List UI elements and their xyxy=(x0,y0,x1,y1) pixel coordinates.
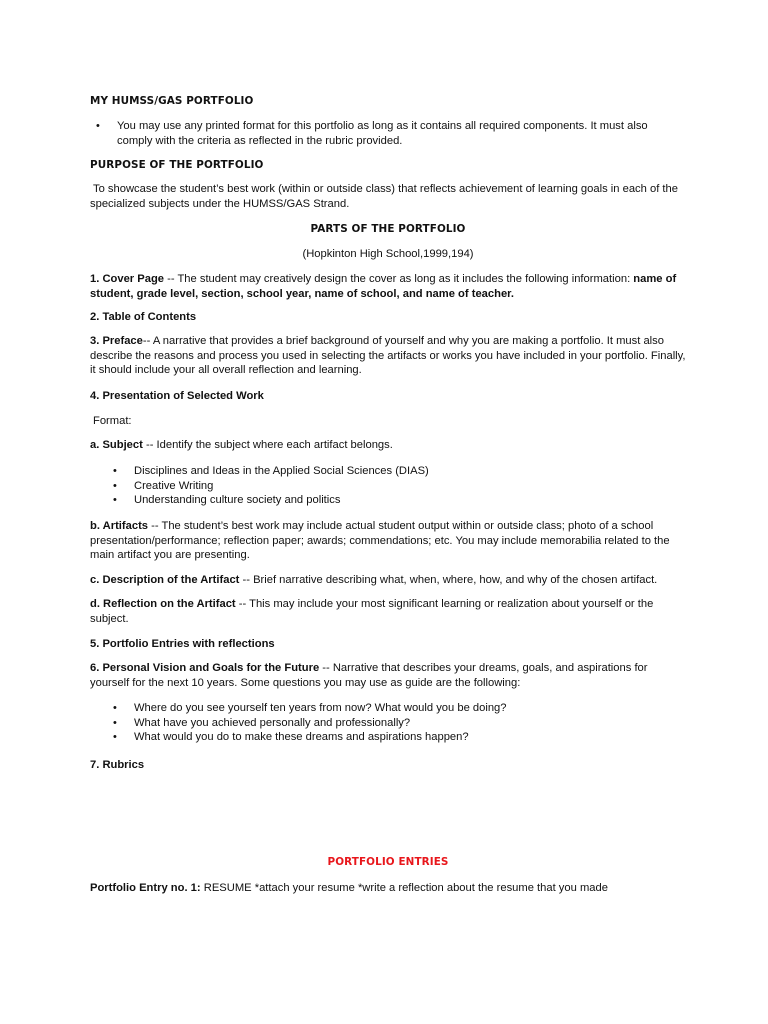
description-item: c. Description of the Artifact -- Brief narrative describing what, when, where, how, and why of the chosen artifact. xyxy=(90,574,658,586)
bullet-icon: • xyxy=(113,702,117,714)
bullet-icon: • xyxy=(96,120,100,132)
list-item: • Creative Writing xyxy=(113,479,214,492)
artifacts-item: b. Artifacts -- The student’s best work may include actual student output within or outside class; photo of a school presentation/performance; reflection paper; awards; commendations; etc. You may include memorabilia related to the main artifact you are presenting. xyxy=(90,520,670,561)
list-item: • What would you do to make these dreams and aspirations happen? xyxy=(113,731,469,743)
cover-page-required-info: name of student, grade level, section, school year, name of school, and name of teacher. xyxy=(90,273,677,300)
list-item: • Where do you see yourself ten years from now? What would you be doing? xyxy=(113,702,507,714)
list-item: • You may use any printed format for this portfolio as long as it contains all required components. It must also comply with the criteria as reflected in the rubric provided. xyxy=(96,120,648,147)
bullet-icon: • xyxy=(113,479,117,492)
portfolio-entries-heading: PORTFOLIO ENTRIES xyxy=(327,856,449,868)
portfolio-entry-1: Portfolio Entry no. 1: RESUME *attach your resume *write a reflection about the resume that you made xyxy=(90,882,608,894)
cover-page-label: 1. Cover Page xyxy=(90,273,164,285)
portfolio-entry-1-label: Portfolio Entry no. 1: xyxy=(90,882,201,894)
purpose-heading: PURPOSE OF THE PORTFOLIO xyxy=(90,159,264,171)
document-title: MY HUMSS/GAS PORTFOLIO xyxy=(90,95,254,107)
purpose-text: To showcase the student’s best work (within or outside class) that reflects achievement of learning goals in each of the specialized subjects under the HUMSS/GAS Strand. xyxy=(90,183,678,210)
reflection-label: d. Reflection on the Artifact xyxy=(90,598,236,610)
bullet-icon: • xyxy=(113,731,117,743)
portfolio-entries-item: 5. Portfolio Entries with reflections xyxy=(90,638,275,650)
subject-list xyxy=(113,464,679,508)
questions-list xyxy=(113,701,679,745)
parts-heading: PARTS OF THE PORTFOLIO xyxy=(310,223,466,235)
vision-label: 6. Personal Vision and Goals for the Future xyxy=(90,662,320,674)
format-label: Format: xyxy=(93,415,132,427)
subject-item: a. Subject -- Identify the subject where each artifact belongs. xyxy=(90,439,393,451)
preface-label: 3. Preface xyxy=(90,335,143,347)
artifacts-label: b. Artifacts xyxy=(90,520,149,532)
list-item: • Disciplines and Ideas in the Applied Social Sciences (DIAS) xyxy=(113,465,429,477)
table-of-contents-item: 2. Table of Contents xyxy=(90,311,197,323)
bullet-icon: • xyxy=(113,494,117,506)
intro-list xyxy=(96,119,679,148)
list-item: • Understanding culture society and politics xyxy=(113,494,341,506)
reflection-item: d. Reflection on the Artifact -- This may include your most significant learning or realization about yourself or the subject. xyxy=(90,598,654,625)
list-item: • What have you achieved personally and professionally? xyxy=(113,716,411,729)
bullet-icon: • xyxy=(113,465,117,477)
subject-label: a. Subject xyxy=(90,439,143,451)
parts-citation: (Hopkinton High School,1999,194) xyxy=(302,248,474,260)
presentation-item: 4. Presentation of Selected Work xyxy=(90,390,264,402)
cover-page-item: 1. Cover Page -- The student may creatively design the cover as long as it includes the following information: name of student, grade level, section, school year, name of school, and name of teacher. xyxy=(90,273,677,300)
bullet-icon: • xyxy=(113,716,117,729)
vision-item: 6. Personal Vision and Goals for the Future -- Narrative that describes your dreams, goals, and aspirations for yourself for the next 10 years. Some questions you may use as guide are the following: xyxy=(90,662,648,689)
description-label: c. Description of the Artifact xyxy=(90,574,240,586)
rubrics-item: 7. Rubrics xyxy=(90,759,145,771)
preface-item: 3. Preface-- A narrative that provides a brief background of yourself and why you are making a portfolio. It must also describe the reasons and process you used in selecting the artifacts or works you have included in your portfolio. Finally, it should include your all overall reflection and learning. xyxy=(90,335,686,376)
